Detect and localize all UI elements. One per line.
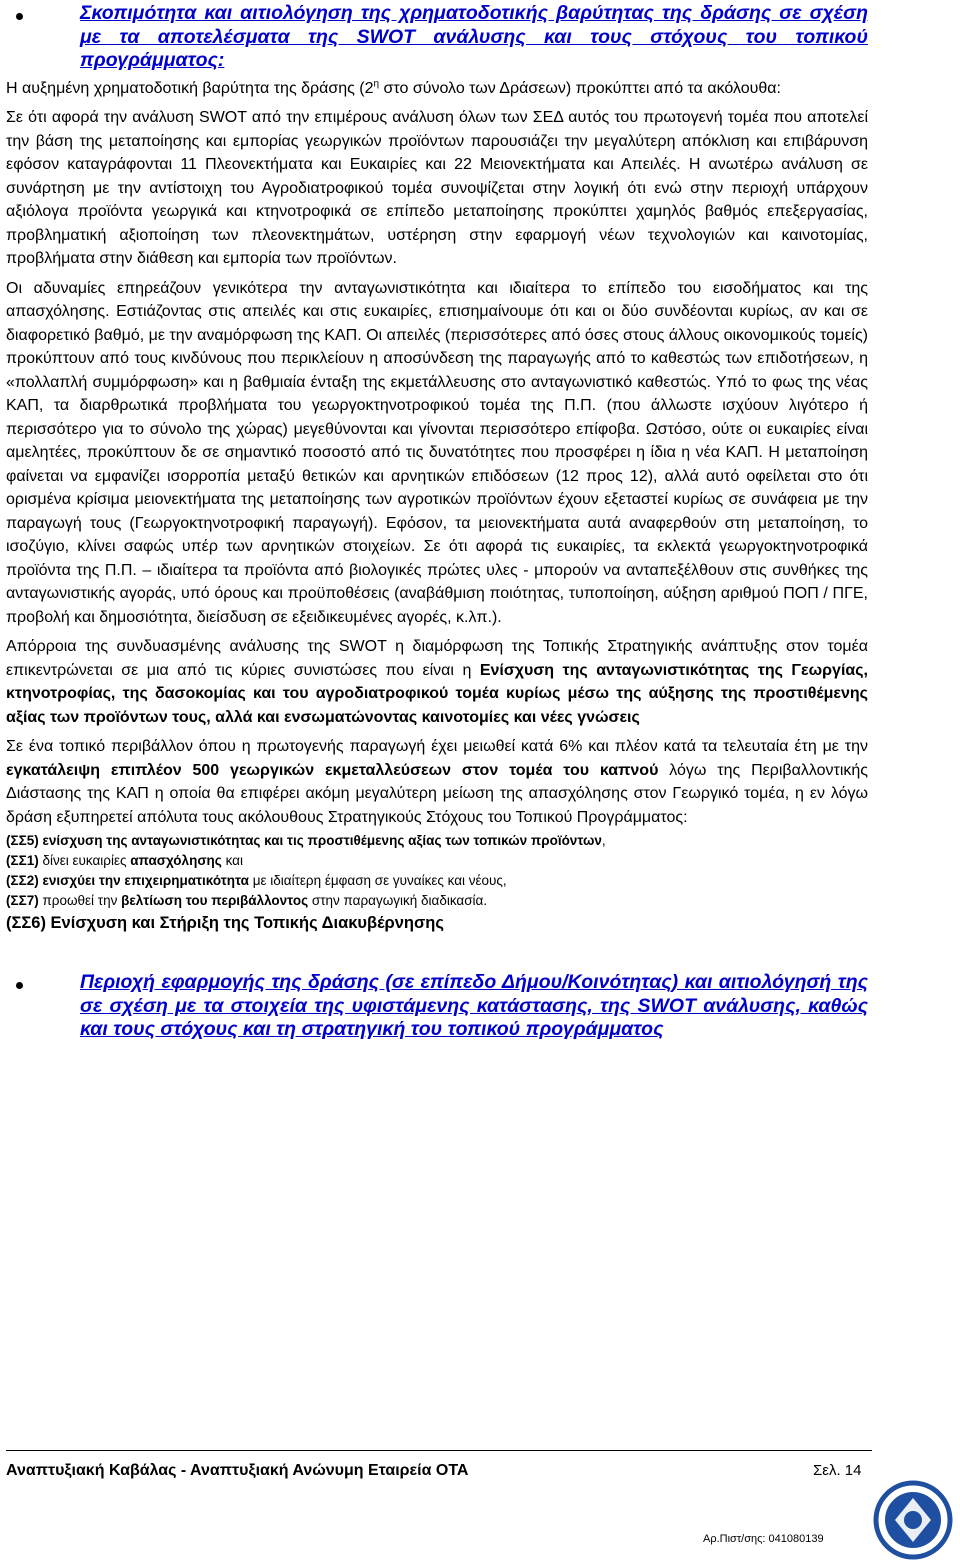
goal-ss1-bold: απασχόλησης [130,853,222,868]
paragraph-strategy-bold: Ενίσχυση της ανταγωνιστικότητας της Γεωργίας, κτηνοτροφίας, της δασοκομίας και του αγροδιατροφικού τομέα κυρίως μέσω της αύξησης της προστιθέμενης αξίας των προϊόντων τους, αλλά και ενσωματώνοντας καινοτομίες και νέες γνώσεις [6,661,869,726]
goal-ss1-code: (ΣΣ1) [6,853,39,868]
goal-ss7-rest: στην παραγωγική διαδικασία. [308,893,488,908]
goal-ss2-rest: με ιδιαίτερη έμφαση σε γυναίκες και νέους, [248,873,507,888]
superscript: η [373,78,380,90]
goal-ss1 [6,851,868,871]
paragraph-weaknesses: Οι αδυναμίες επηρεάζουν γενικότερα την ανταγωνιστικότητα και ιδιαίτερα το επίπεδο του εισοδήματος και της απασχόλησης. Εστιάζοντας στις απειλές και στις ευκαιρίες, επισημαίνουμε ότι και οι δύο συνδέονται κυρίως, αν και σε διαφορετικό βαθμό, με την αναμόρφωση της ΚΑΠ. Οι απειλές (περισσότερες από όσες στους άλλους οικονομικούς τομείς) προκύπτουν από τους κινδύνους που περικλείουν η αποσύνδεση της παραγωγής από το καθεστώς των επιδοτήσεων, η «πολλαπλή συμμόρφωση» και η βαθμιαία ένταξη της εκμετάλλευσης στο ανταγωνιστικό καθεστώς. Υπό το φως της νέας ΚΑΠ, τα διαρθρωτικά προβλήματα του γεωργοκτηνοτροφικού τομέα της Π.Π. (που άλλωστε ισχύουν λιγότερο ή περισσότερο για το σύνολο της χώρας) μεγεθύνονται και γίνονται περισσότερο επίφοβα. Ωστόσο, ούτε οι ευκαιρίες είναι αμελητέες, προκύπτουν δε σε σημαντικό ποσοστό από τις δυνατότητες που προσφέρει η ίδια η νέα ΚΑΠ. Η μεταποίηση φαίνεται να εμφανίζει ισορροπία μεταξύ θετικών και αρνητικών επιδόσεων (12 προς 12), αλλά αυτό οφείλεται στο ότι ορισμένα κρίσιμα μειονεκτήματα της μεταποίησης των αγροτικών προϊόντων έχουν εξεταστεί κυρίως σε συνάφεια με την παραγωγή τους (Γεωργοκτηνοτροφική παραγωγή). Εφόσον, τα μειονεκτήματα αυτά αναφερθούν στη μεταποίηση, το ισοζύγιο, κλίνει σαφώς υπέρ των αρνητικών στοιχείων. Σε ότι αφορά τις ευκαιρίες, τα εκλεκτά γεωργοκτηνοτροφικά προϊόντα της Π.Π. – ιδιαίτερα τα προϊόντα από βιολογικές πρώτες υλες - μπορούν να ανταπεξέλθουν στις συνθήκες της ανταγωνιστικής αγοράς, υπό όρους και προϋποθέσεις (αναβάθμιση ποιότητας, τυποποίηση, αύξηση αριθμού ΠΟΠ / ΠΓΕ, προβολή και δημοσιότητα, διείσδυση σε εξειδικευμένες αγορές, κ.λπ.). [6,279,868,626]
goal-ss2 [6,871,868,891]
section-heading-application-area[interactable]: Περιοχή εφαρμογής της δράσης (σε επίπεδο Δήμου/Κοινότητας) και αιτιολόγησή της σε σχέση με τα στοιχεία της υφιστάμενης κατάστασης, της SWOT ανάλυσης, καθώς και τους στόχους και τη στρατηγική του τοπικού προγράμματος [80,971,868,1040]
goal-ss5-rest: , [601,833,606,848]
goal-ss5 [6,831,868,851]
paragraph-local-bold: εγκατάλειψη επιπλέον 500 γεωργικών εκμεταλλεύσεων στον τομέα του καπνού [6,761,659,779]
section-heading-justification[interactable]: Σκοπιμότητα και αιτιολόγηση της χρηματοδοτικής βαρύτητας της δράσης σε σχέση με τα αποτελέσματα της SWOT ανάλυσης και τους στόχους του τοπικού προγράμματος: [80,2,868,71]
paragraph-local-text-b: λόγω της Περιβαλλοντικής Διάστασης της ΚΑΠ η οποία θα επιφέρει ακόμη μεγαλύτερη μείωση της απασχόλησης στον Γεωργικό τομέα, η εν λόγω δράση εξυπηρετεί απόλυτα τους ακόλουθους Στρατηγικούς Στόχους του Τοπικού Προγράμματος: [6,761,869,826]
goal-ss2-bold: (ΣΣ2) ενισχύει την επιχειρηματικότητα [6,873,249,888]
paragraph-intro [6,77,868,101]
certification-number: Αρ.Πιστ/σης: 041080139 [703,1533,824,1545]
goal-ss5-bold: (ΣΣ5) ενίσχυση της ανταγωνιστικότητας και τις προστιθέμενης αξίας των τοπικών προϊόντων [6,833,602,848]
page-content [6,0,868,1042]
goal-ss7-bold: βελτίωση του περιβάλλοντος [121,893,309,908]
strategic-goals-list [6,831,868,935]
bullet-dot [16,13,23,20]
goal-ss7-code: (ΣΣ7) [6,893,39,908]
goal-ss6: (ΣΣ6) Ενίσχυση και Στήριξη της Τοπικής Διακυβέρνησης [6,914,444,932]
footer-organization: Αναπτυξιακή Καβάλας - Αναπτυξιακή Ανώνυμη Εταιρεία ΟΤΑ [6,1462,469,1479]
footer-divider [6,1450,872,1451]
paragraph-swot-analysis: Σε ότι αφορά την ανάλυση SWOT από την επιμέρους ανάλυση όλων των ΣΕΔ αυτός του πρωτογενή τομέα που αποτελεί την βάση της μεταποίησης και εμπορίας γεωργικών προϊόντων παρουσιάζει την μεγαλύτερη απόκλιση και επιβάρυνση εφόσον καταγράφονται 11 Πλεονεκτήματα και Ευκαιρίες και 22 Μειονεκτήματα και Απειλές. Η ανωτέρω ανάλυση σε συνάρτηση με την αντίστοιχη του Αγροδιατροφικού τομέα συνοψίζεται στην λογική ότι ενώ στην περιοχή υπάρχουν αξιόλογα προϊόντα γεωργικά και κτηνοτροφικά σε επίπεδο μεταποίησης προκύπτει χαμηλός βαθμός επεξεργασίας, προβληματική αξιοποίηση των πλεονεκτημάτων, υστέρηση στην εφαρμογή νέων τεχνολογιών και καινοτομίας, προβλήματα στην διάθεση και εμπορία των προϊόντων. [6,109,868,267]
paragraph-local-text-a: Σε ένα τοπικό περιβάλλον όπου η πρωτογενής παραγωγή έχει μειωθεί κατά 6% και πλέον κατά τα τελευταία έτη με την [6,738,868,755]
paragraph-strategy [6,635,868,729]
paragraph-intro-text-b: στο σύνολο των Δράσεων) προκύπτει από τα ακόλουθα: [379,79,781,97]
goal-ss1-text: δίνει ευκαιρίες [38,853,131,868]
goal-ss1-rest: και [221,853,243,868]
goal-ss7 [6,891,868,911]
paragraph-strategy-text: Απόρροια της συνδυασμένης ανάλυσης της SWOT η διαμόρφωση της Τοπικής Στρατηγικής ανάπτυξης στον τομέα επικεντρώνεται σε μια από τις κύριες συνιστώσες που είναι η [6,638,868,679]
tuv-certification-logo-icon [873,1480,953,1560]
goal-ss7-text: προωθεί την [38,893,122,908]
bullet-item-application-area [6,971,868,1042]
paragraph-local-context [6,735,868,829]
page-number: Σελ. 14 [813,1462,862,1479]
bullet-item-justification [6,2,868,73]
paragraph-intro-text-a: Η αυξημένη χρηματοδοτική βαρύτητα της δράσης (2 [6,79,374,97]
bullet-dot [16,982,23,989]
